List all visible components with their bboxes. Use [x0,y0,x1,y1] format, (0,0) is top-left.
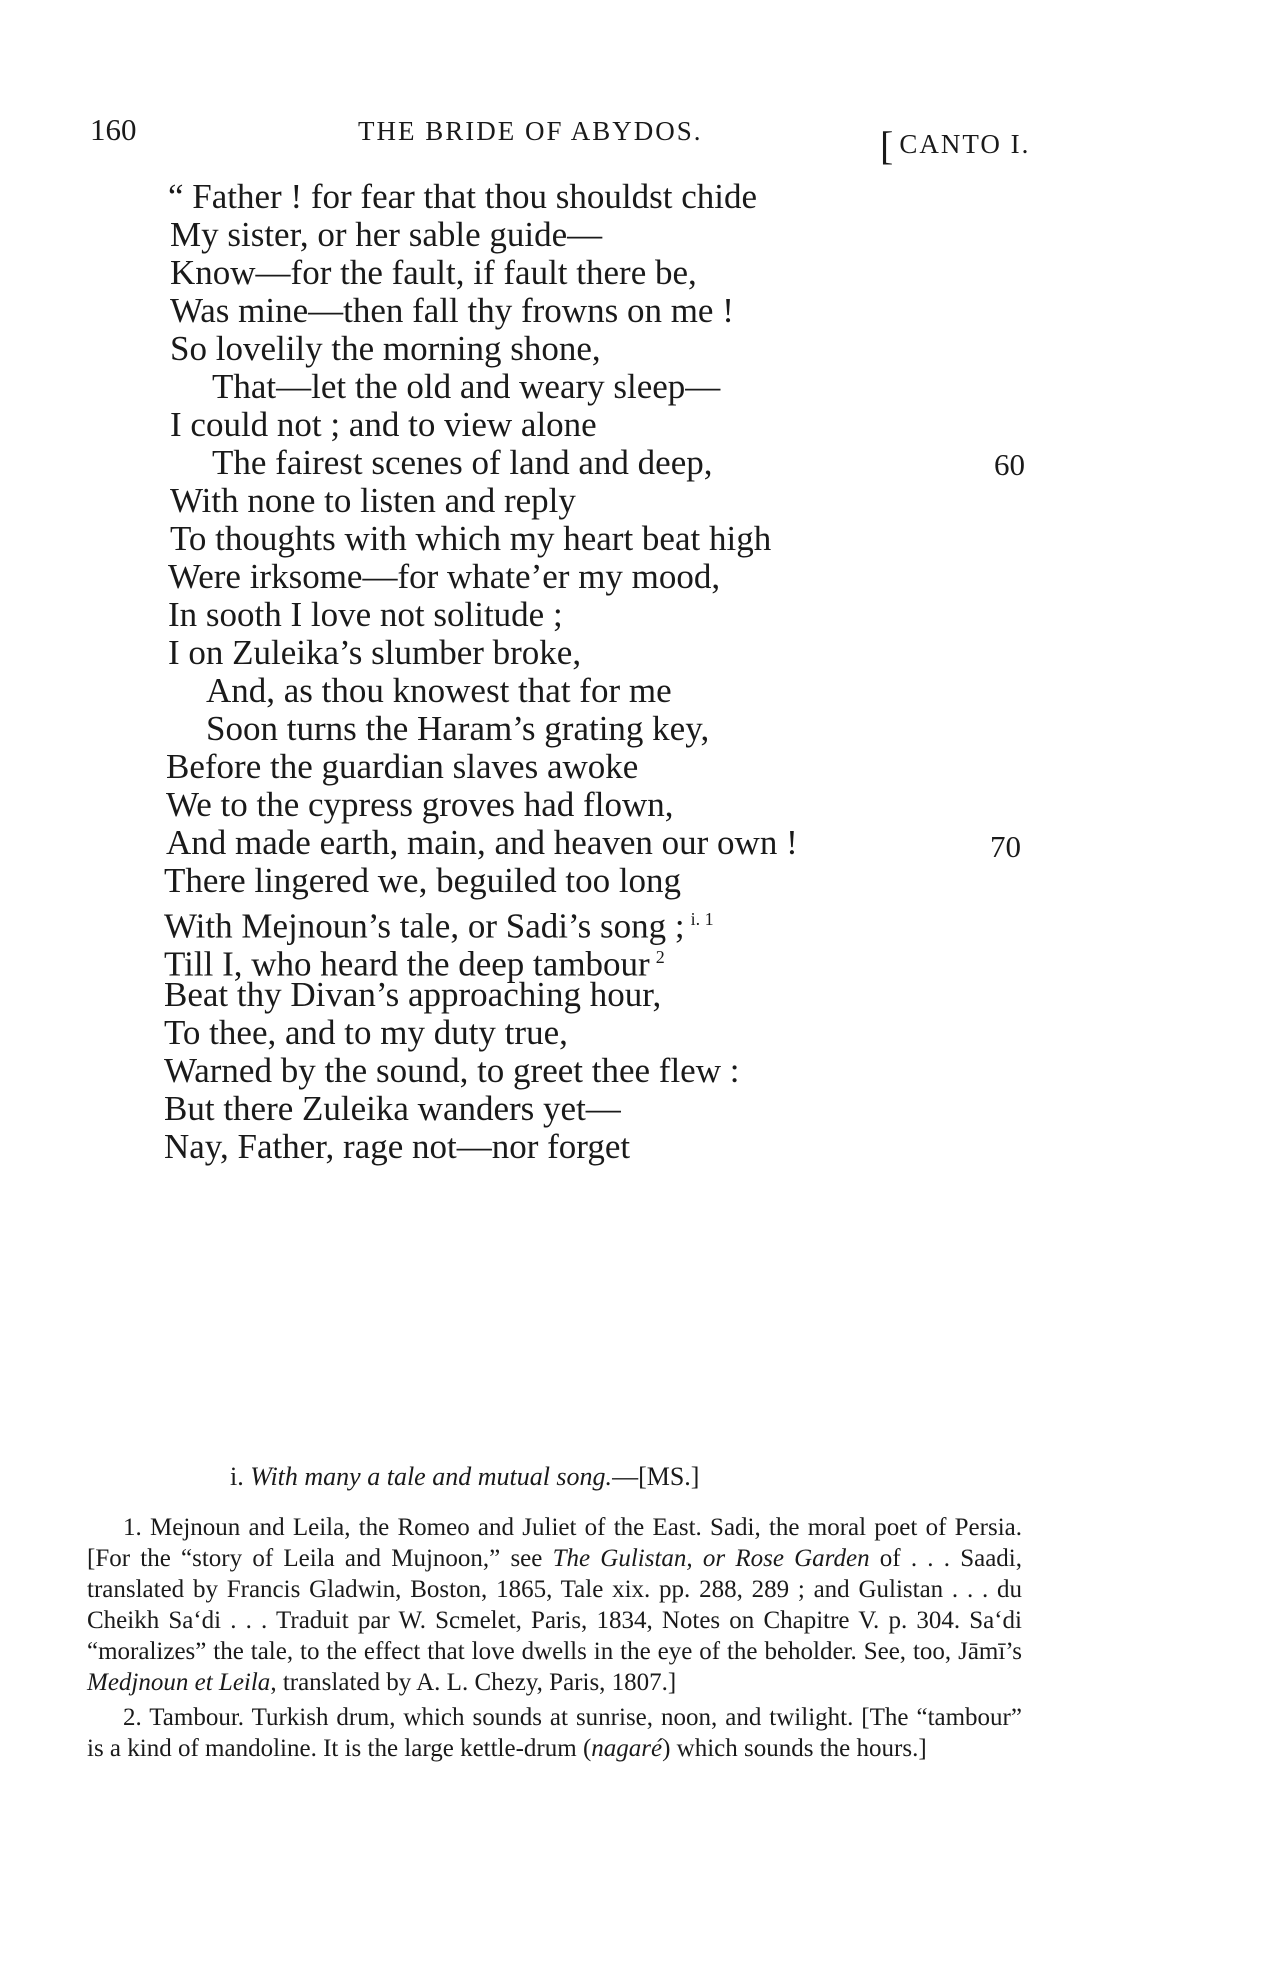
poem-line: Were irksome—for whate’er my mood, [168,557,721,596]
poem-line: Beat thy Divan’s approaching hour, [164,975,662,1014]
poem-line: Before the guardian slaves awoke [166,747,639,786]
line-number-70: 70 [990,829,1021,864]
variant-text: With many a tale and mutual song. [250,1462,613,1491]
page-number: 160 [90,112,137,147]
footnote-text: , translated by A. L. Chezy, Paris, 1807.] [270,1669,677,1696]
canto-text: CANTO I. [899,129,1031,159]
poem-line: “ Father ! for fear that thou shouldst chide [168,177,757,216]
poem-line: Soon turns the Haram’s grating key, [206,709,710,748]
poem-line: Nay, Father, rage not—nor forget [164,1127,631,1166]
poem-line: My sister, or her sable guide— [170,215,603,254]
poem-line-text: With Mejnoun’s tale, or Sadi’s song ; [164,906,685,946]
poem-line: There lingered we, beguiled too long [164,861,682,900]
canto-bracket: [ [880,123,896,168]
poem-line: In sooth I love not solitude ; [168,595,563,634]
footnotes [87,1512,1022,1768]
poem-line: With none to listen and reply [170,481,576,520]
footnote-2 [87,1702,1022,1764]
footnote-text: Mejnoun and Leila, the Romeo and Juliet of the East. Sadi, the moral poet of Persia. [For the “story of Leila and Mujnoon,” see [87,1514,1023,1572]
footnote-italic: The Gulistan, or Rose Garden [552,1545,870,1572]
footnote-number: 2. [123,1704,142,1731]
poem-line: The fairest scenes of land and deep, [212,443,713,482]
poem-line: But there Zuleika wanders yet— [164,1089,621,1128]
footnote-mark: 2 [655,947,665,967]
running-header [0,112,1261,168]
variant-source: —[MS.] [612,1462,700,1491]
poem-line: And made earth, main, and heaven our own ! [166,823,798,862]
footnote-mark: i. 1 [690,909,714,929]
poem-line: That—let the old and weary sleep— [212,367,721,406]
poem-line: Warned by the sound, to greet thee flew : [164,1051,740,1090]
footnote-number: 1. [123,1514,142,1541]
line-number-60: 60 [994,447,1025,482]
footnote-text: of . . . Saadi, translated by Francis Gladwin, Boston, 1865, Tale xix. pp. 288, 289 ; and Gulistan . . . du Cheikh Sa‘di . . . Traduit par W. Scmelet, Paris, 1834, Notes on Chapitre V. p. 304. Sa‘di “moralizes” the tale, to the effect that love dwells in the eye of the beholder. See, too, Jāmī’s [87,1545,1022,1665]
poem-line: I could not ; and to view alone [170,405,597,444]
poem-line: Was mine—then fall thy frowns on me ! [170,291,734,330]
poem-line: To thee, and to my duty true, [164,1013,568,1052]
footnote-text: ) which sounds the hours.] [662,1735,927,1762]
variant-reading [230,1462,699,1492]
poem-line: And, as thou knowest that for me [206,671,672,710]
running-title: THE BRIDE OF ABYDOS. [358,116,703,146]
poem-line: I on Zuleika’s slumber broke, [168,633,582,672]
poem-line: To thoughts with which my heart beat high [170,519,772,558]
footnote-text: Tambour. Turkish drum, which sounds at sunrise, noon, and twilight. [The “tambour” is a kind of mandoline. It is the large kettle-drum ( [87,1704,1022,1762]
poem-line: Know—for the fault, if fault there be, [170,253,697,292]
poem-line: So lovelily the morning shone, [170,329,601,368]
poem-line-text: Till I, who heard the deep tambour [164,944,650,984]
footnote-italic: nagaré [591,1735,663,1762]
footnote-italic: Medjnoun et Leila [87,1669,271,1696]
footnote-1 [87,1512,1022,1698]
poem-line: We to the cypress groves had flown, [166,785,674,824]
canto-label [880,116,1031,168]
variant-marker: i. [230,1462,244,1491]
